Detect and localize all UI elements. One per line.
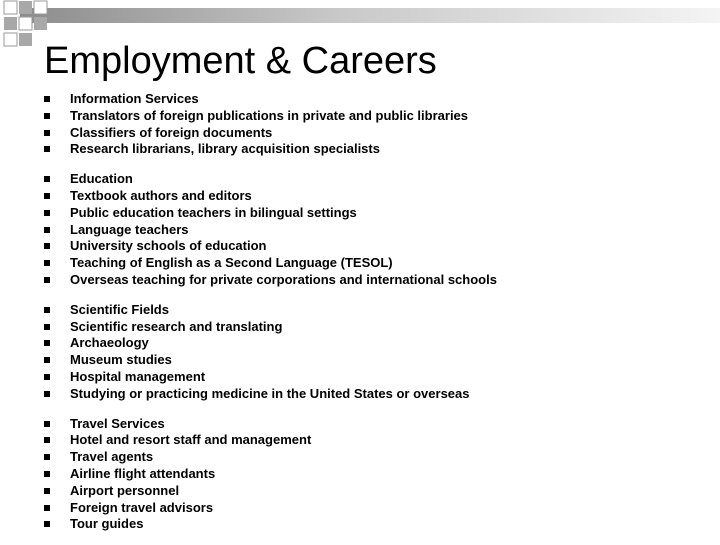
square-bullet-icon — [44, 471, 50, 477]
bullet-item — [0, 187, 720, 204]
square-bullet-icon — [44, 391, 50, 397]
square-bullet-icon — [44, 488, 50, 494]
square-bullet-icon — [44, 454, 50, 460]
slide-title: Employment & Careers — [44, 40, 437, 82]
square-bullet-icon — [44, 243, 50, 249]
square-bullet-icon — [44, 176, 50, 182]
bullet-item — [0, 271, 720, 288]
bullet-text: Airport personnel — [70, 482, 180, 498]
bullet-text: Scientific Fields — [70, 301, 169, 317]
bullet-text: Research librarians, library acquisition specialists — [70, 141, 380, 157]
bullet-section — [0, 90, 720, 157]
bullet-text: Foreign travel advisors — [70, 499, 214, 515]
bullet-text: Overseas teaching for private corporations and international schools — [70, 271, 497, 287]
bullet-item — [0, 415, 720, 432]
bullet-item — [0, 368, 720, 385]
bullet-item — [0, 170, 720, 187]
bullet-text: Studying or practicing medicine in the United States or overseas — [70, 385, 470, 401]
bullet-text: Education — [70, 171, 133, 187]
bullet-item — [0, 140, 720, 157]
bullet-item — [0, 385, 720, 402]
bullet-text: Hospital management — [70, 368, 206, 384]
bullet-text: Scientific research and translating — [70, 318, 283, 334]
bullet-text: Airline flight attendants — [70, 465, 216, 481]
bullet-text: Information Services — [70, 91, 199, 106]
bullet-text: Classifiers of foreign documents — [70, 124, 273, 140]
bullet-item — [0, 237, 720, 254]
bullet-section — [0, 301, 720, 402]
square-bullet-icon — [44, 96, 50, 102]
bullet-item — [0, 499, 720, 516]
bullet-text: University schools of education — [70, 238, 267, 254]
bullet-text: Textbook authors and editors — [70, 187, 252, 203]
bullet-text: Translators of foreign publications in private and public libraries — [70, 107, 469, 123]
bullet-list — [0, 90, 720, 545]
bullet-item — [0, 448, 720, 465]
square-bullet-icon — [44, 324, 50, 330]
square-bullet-icon — [44, 193, 50, 199]
square-bullet-icon — [44, 260, 50, 266]
square-bullet-icon — [44, 340, 50, 346]
bullet-section — [0, 415, 720, 533]
bullet-item — [0, 221, 720, 238]
bullet-item — [0, 301, 720, 318]
bullet-item — [0, 482, 720, 499]
bullet-item — [0, 465, 720, 482]
bullet-item — [0, 107, 720, 124]
bullet-item — [0, 90, 720, 107]
bullet-text: Language teachers — [70, 221, 189, 237]
bullet-text: Tour guides — [70, 516, 144, 532]
bullet-item — [0, 124, 720, 141]
square-bullet-icon — [44, 421, 50, 427]
grey-bar — [20, 8, 720, 23]
square-bullet-icon — [44, 307, 50, 313]
bullet-text: Public education teachers in bilingual settings — [70, 204, 357, 220]
bullet-item — [0, 351, 720, 368]
bullet-item — [0, 204, 720, 221]
bullet-item — [0, 515, 720, 532]
square-bullet-icon — [44, 357, 50, 363]
bullet-text: Travel agents — [70, 449, 154, 465]
square-bullet-icon — [44, 146, 50, 152]
bullet-text: Museum studies — [70, 352, 172, 368]
square-bullet-icon — [44, 374, 50, 380]
bullet-text: Archaeology — [70, 335, 149, 351]
square-bullet-icon — [44, 277, 50, 283]
bullet-item — [0, 431, 720, 448]
square-bullet-icon — [44, 113, 50, 119]
bullet-item — [0, 318, 720, 335]
square-bullet-icon — [44, 437, 50, 443]
square-bullet-icon — [44, 210, 50, 216]
bullet-section — [0, 170, 720, 288]
bullet-text: Teaching of English as a Second Language (TESOL) — [70, 255, 393, 271]
square-bullet-icon — [44, 521, 50, 527]
square-bullet-icon — [44, 227, 50, 233]
square-bullet-icon — [44, 130, 50, 136]
bullet-item — [0, 254, 720, 271]
square-bullet-icon — [44, 505, 50, 511]
bullet-text: Travel Services — [70, 415, 165, 431]
bullet-item — [0, 334, 720, 351]
bullet-text: Hotel and resort staff and management — [70, 432, 312, 448]
